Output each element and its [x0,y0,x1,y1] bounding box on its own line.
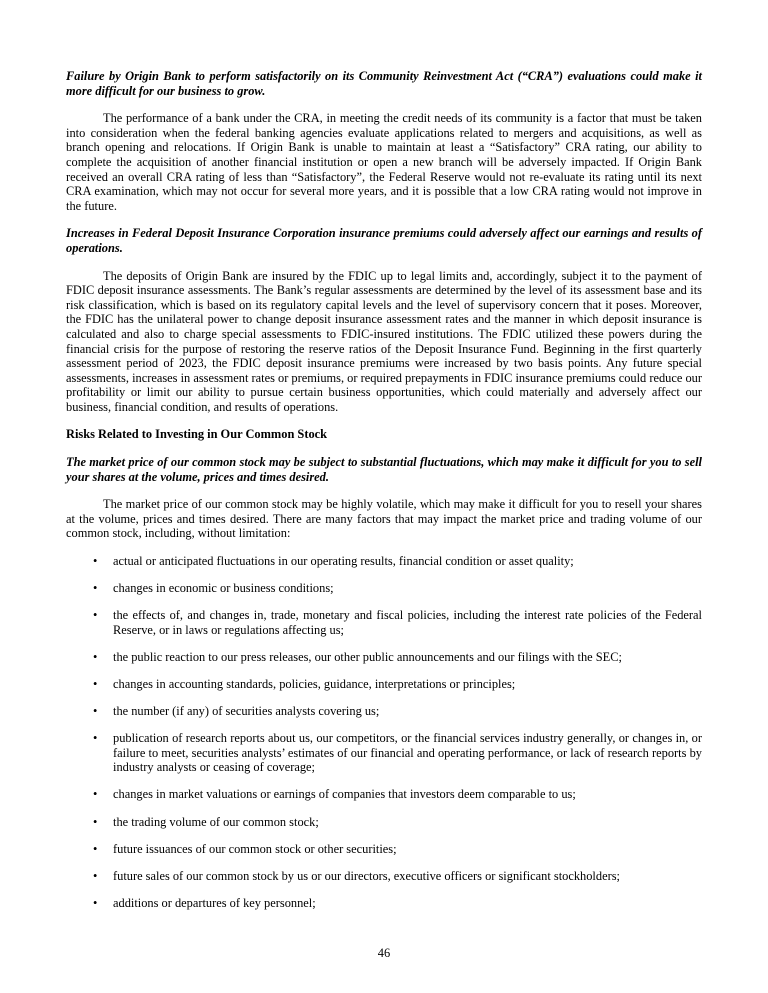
list-item [66,704,702,719]
bullet-text: the trading volume of our common stock; [113,814,319,829]
bullet-icon: • [93,841,98,856]
bullet-text: actual or anticipated fluctuations in our operating results, financial condition or asset quality; [113,554,574,569]
heading-market-price-risk: The market price of our common stock may be subject to substantial fluctuations, which may make it difficult for you to sell your shares at the volume, prices and times desired. [66,455,702,484]
bullet-icon: • [93,814,98,829]
bullet-text: changes in economic or business conditions; [113,581,334,596]
section-heading-common-stock: Risks Related to Investing in Our Common Stock [66,427,328,442]
heading-cra-risk: Failure by Origin Bank to perform satisfactorily on its Community Reinvestment Act (“CRA”) evaluations could make it more difficult for our business to grow. [66,69,702,98]
list-item [66,842,702,857]
bullet-icon: • [93,731,98,746]
bullet-text: publication of research reports about us, our competitors, or the financial services industry generally, or changes in, or failure to meet, securities analysts’ estimates of our financial and operating performance, or lack of research reports by industry analysts or ceasing of coverage; [113,731,702,775]
page-number: 46 [377,946,391,960]
paragraph-cra: The performance of a bank under the CRA, in meeting the credit needs of its community is a factor that must be taken into consideration when the federal banking agencies evaluate applications related to mergers and acquisitions, as well as branch opening and relocations. If Origin Bank is unable to maintain at least a “Satisfactory” CRA rating, our ability to complete the acquisition of another financial institution or open a new branch will be adversely impacted. If Origin Bank received an overall CRA rating of less than “Satisfactory”, the Federal Reserve would not re-evaluate its rating until its next CRA examination, which may not occur for several more years, and it is possible that a low CRA rating would not improve in the future. [66,111,702,213]
list-item [66,554,702,569]
bullet-text: future issuances of our common stock or other securities; [113,841,397,856]
list-item [66,896,702,911]
bullet-icon: • [93,787,98,802]
heading-fdic-risk: Increases in Federal Deposit Insurance Corporation insurance premiums could adversely affect our earnings and results of operations. [66,226,702,255]
list-item [66,815,702,830]
list-item [66,581,702,596]
bullet-icon: • [93,704,98,719]
bullet-text: changes in accounting standards, policies, guidance, interpretations or principles; [113,677,516,691]
list-item [66,869,702,884]
list-item [66,731,702,775]
bullet-icon: • [93,554,98,569]
bullet-text: changes in market valuations or earnings of companies that investors deem comparable to us; [113,787,576,802]
list-item [66,787,702,802]
list-item [66,677,702,692]
bullet-text: the number (if any) of securities analysts covering us; [113,704,380,719]
list-item [66,608,702,637]
bullet-text: the effects of, and changes in, trade, monetary and fiscal policies, including the interest rate policies of the Federal Reserve, or in laws or regulations affecting us; [113,608,702,637]
paragraph-fdic: The deposits of Origin Bank are insured by the FDIC up to legal limits and, accordingly, subject it to the payment of FDIC deposit insurance assessments. The Bank’s regular assessments are determined by the level of its assessment base and its risk classification, which is based on its regulatory capital levels and the level of supervisory concern that it poses. Moreover, the FDIC has the unilateral power to change deposit insurance assessment rates and the manner in which deposit insurance is calculated and also to charge special assessments to FDIC-insured institutions. The FDIC utilized these powers during the financial crisis for the purpose of restoring the reserve ratios of the Deposit Insurance Fund. Beginning in the first quarterly assessment period of 2023, the FDIC deposit insurance premiums were increased by two basis points. Any future special assessments, increases in assessment rates or premiums, or required prepayments in FDIC insurance premiums could reduce our profitability or limit our ability to pursue certain business opportunities, which could materially and adversely affect our business, financial condition, and results of operations. [66,268,702,414]
bullet-text: the public reaction to our press releases, our other public announcements and our filings with the SEC; [113,649,622,664]
bullet-icon: • [93,895,98,910]
bullet-text: future sales of our common stock by us or our directors, executive officers or significant stockholders; [113,868,620,883]
bullet-icon: • [93,868,98,883]
list-item [66,650,702,665]
bullet-text: additions or departures of key personnel; [113,895,316,910]
paragraph-market-price: The market price of our common stock may be highly volatile, which may make it difficult for you to resell your shares at the volume, prices and times desired. There are many factors that may impact the market price and trading volume of our common stock, including, without limitation: [66,497,702,541]
bullet-icon: • [93,677,98,691]
bullet-icon: • [93,608,98,623]
bullet-icon: • [93,581,98,596]
bullet-icon: • [93,649,98,664]
risk-factor-list [66,554,702,910]
